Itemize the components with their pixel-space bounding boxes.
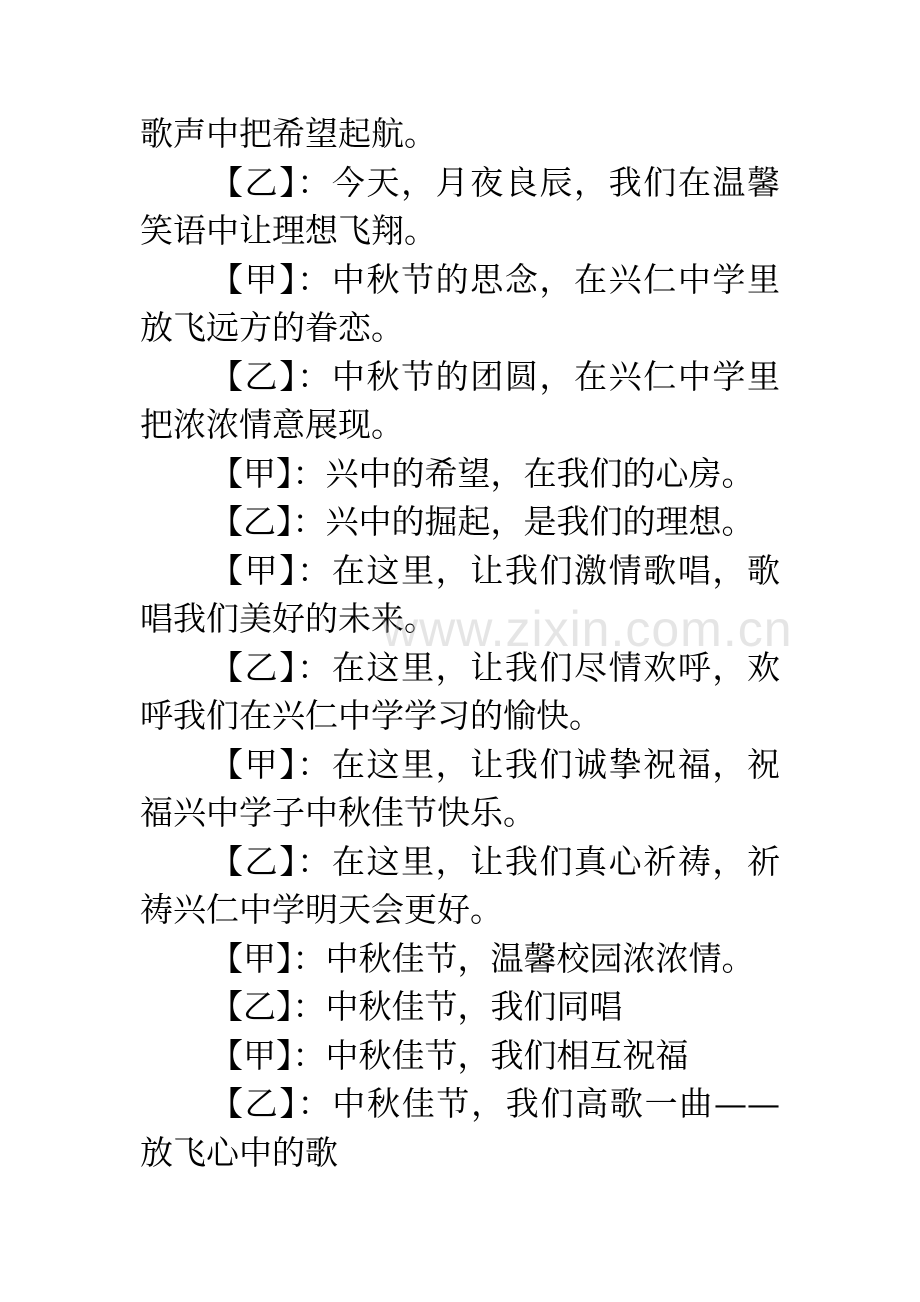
paragraph-line: 【甲】：中秋佳节，温馨校园浓浓情。 (210, 938, 755, 978)
paragraph-line: 【乙】：兴中的掘起，是我们的理想。 (210, 502, 755, 541)
document-body (140, 110, 780, 1177)
paragraph-line: 【乙】：中秋佳节，我们高歌一曲——放飞心中的歌 (140, 1084, 780, 1172)
paragraph-line: 【甲】：在这里，让我们激情歌唱，歌唱我们美好的未来。 (140, 550, 780, 638)
paragraph-line: 【甲】：中秋节的思念，在兴仁中学里放飞远方的眷恋。 (140, 259, 780, 347)
paragraph-line: 【乙】：今天，月夜良辰，我们在温馨笑语中让理想飞翔。 (140, 162, 780, 250)
watermark: www.zixin.com.cn (382, 601, 793, 657)
paragraph-line: 【乙】：在这里，让我们尽情欢呼，欢呼我们在兴仁中学学习的愉快。 (140, 647, 780, 735)
paragraph-line: 【乙】：中秋节的团圆，在兴仁中学里把浓浓情意展现。 (140, 356, 780, 444)
paragraph-line: 【乙】：在这里，让我们真心祈祷，祈祷兴仁中学明天会更好。 (140, 841, 780, 929)
paragraph-line: 【乙】：中秋佳节，我们同唱 (210, 987, 623, 1026)
paragraph-line: 【甲】：中秋佳节，我们相互祝福 (210, 1035, 689, 1075)
paragraph-line: 【甲】：兴中的希望，在我们的心房。 (210, 453, 755, 493)
paragraph-line: 【甲】：在这里，让我们诚挚祝福，祝福兴中学子中秋佳节快乐。 (140, 744, 780, 832)
paragraph-continuation: 歌声中把希望起航。 (140, 114, 437, 153)
